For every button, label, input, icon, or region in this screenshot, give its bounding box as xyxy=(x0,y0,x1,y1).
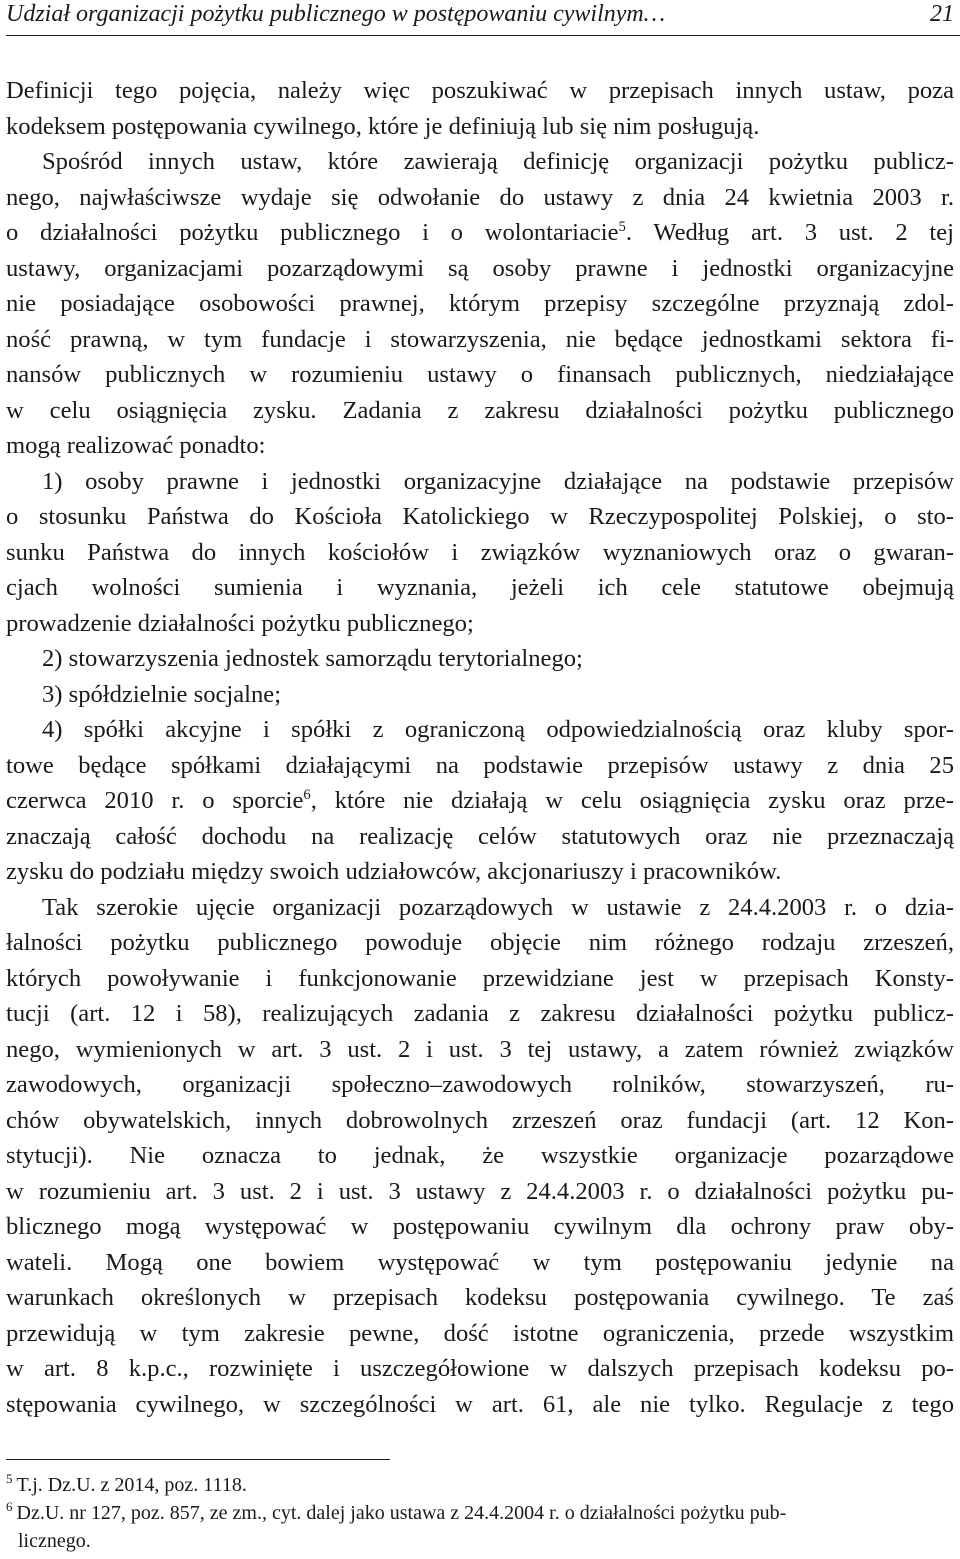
footnote-mark: 5 xyxy=(6,1471,13,1487)
text-line: nego, wymienionych w art. 3 ust. 2 i ust. 3 tej ustawy, a zatem również związków xyxy=(6,1035,954,1063)
footnote-text-continued: licznego. xyxy=(18,1530,91,1552)
text-run: czerwca 2010 r. o sporcie xyxy=(6,787,304,814)
text-line: których powoływanie i funkcjonowanie przewidziane jest w przepisach Konsty- xyxy=(6,964,954,992)
paragraph-2 xyxy=(6,144,954,464)
text-line: kodeksem postępowania cywilnego, które je definiują lub się nim posługują. xyxy=(6,112,760,140)
text-line: Tak szerokie ujęcie organizacji pozarządowych w ustawie z 24.4.2003 r. o dzia- xyxy=(42,893,954,921)
text-line: mogą realizować ponadto: xyxy=(6,432,266,459)
footnote-text: T.j. Dz.U. z 2014, poz. 1118. xyxy=(16,1474,247,1496)
text-line: towe będące spółkami działającymi na podstawie przepisów ustawy z dnia 25 xyxy=(6,751,954,779)
text-line: 2) stowarzyszenia jednostek samorządu terytorialnego; xyxy=(42,645,583,672)
text-line: warunkach określonych w przepisach kodeksu postępowania cywilnego. Te zaś xyxy=(6,1284,954,1311)
text-line: przewidują w tym zakresie pewne, dość istotne ograniczenia, przede wszystkim xyxy=(6,1319,954,1347)
text-line: o stosunku Państwa do Kościoła Katolickiego w Rzeczypospolitej Polskiej, o sto- xyxy=(6,503,954,530)
text-line: zawodowych, organizacji społeczno–zawodowych rolników, stowarzyszeń, ru- xyxy=(6,1071,954,1098)
text-line: Spośród innych ustaw, które zawierają definicję organizacji pożytku publicz- xyxy=(42,148,954,175)
text-line: ustawy, organizacjami pozarządowymi są osoby prawne i jednostki organizacyjne xyxy=(6,254,954,282)
paragraph-1 xyxy=(6,73,954,144)
list-item-2 xyxy=(6,641,954,677)
text-line: 3) spółdzielnie socjalne; xyxy=(42,680,282,708)
text-line: tucji (art. 12 i 58), realizujących zadania z zakresu działalności pożytku publicz- xyxy=(6,1000,954,1027)
running-title: Udział organizacji pożytku publicznego w postępowaniu cywilnym… xyxy=(6,1,666,27)
text-line: w celu osiągnięcia zysku. Zadania z zakresu działalności pożytku publicznego xyxy=(6,396,954,424)
footnote-ref-6[interactable]: 6 xyxy=(303,786,311,803)
footnote-6 xyxy=(6,1499,954,1555)
text-line: chów obywatelskich, innych dobrowolnych zrzeszeń oraz fundacji (art. 12 Kon- xyxy=(6,1106,954,1134)
text-run: o działalności pożytku publicznego i o wolontariacie xyxy=(6,219,619,246)
text-run: , które nie działają w celu osiągnięcia zysku oraz prze- xyxy=(310,787,954,814)
list-item-4 xyxy=(6,712,954,890)
text-line xyxy=(6,215,954,251)
text-line: blicznego mogą występować w postępowaniu cywilnym dla ochrony praw oby- xyxy=(6,1213,954,1240)
text-line: 1) osoby prawne i jednostki organizacyjne działające na podstawie przepisów xyxy=(42,467,954,495)
footnote-mark: 6 xyxy=(6,1499,13,1515)
text-line: wateli. Mogą one bowiem występować w tym postępowaniu jedynie na xyxy=(6,1248,954,1276)
list-item-3 xyxy=(6,677,954,713)
text-line: nie posiadające osobowości prawnej, którym przepisy szczególne przyznają zdol- xyxy=(6,290,954,317)
header-rule xyxy=(6,35,960,36)
text-line: ność prawną, w tym fundacje i stowarzyszenia, nie będące jednostkami sektora fi- xyxy=(6,325,954,353)
text-line: Definicji tego pojęcia, należy więc poszukiwać w przepisach innych ustaw, poza xyxy=(6,77,954,104)
text-line: prowadzenie działalności pożytku publicznego; xyxy=(6,609,474,637)
text-line: stępowania cywilnego, w szczególności w art. 61, ale nie tylko. Regulacje z tego xyxy=(6,1390,954,1418)
text-run: . Według art. 3 ust. 2 tej xyxy=(625,219,954,246)
paragraph-3 xyxy=(6,890,954,1423)
text-line: nansów publicznych w rozumieniu ustawy o finansach publicznych, niedziałające xyxy=(6,361,954,388)
footnote-5 xyxy=(6,1471,954,1499)
text-line: łalności pożytku publicznego powoduje objęcie nim różnego rodzaju zrzeszeń, xyxy=(6,929,954,956)
text-line: znaczają całość dochodu na realizację celów statutowych oraz nie przeznaczają xyxy=(6,822,954,850)
text-line: sunku Państwa do innych kościołów i związków wyznaniowych oraz o gwaran- xyxy=(6,538,954,566)
body-text xyxy=(6,73,954,1422)
text-line: stytucji). Nie oznacza to jednak, że wszystkie organizacje pozarządowe xyxy=(6,1142,954,1169)
text-line xyxy=(6,783,954,819)
text-line: cjach wolności sumienia i wyznania, jeżeli ich cele statutowe obejmują xyxy=(6,574,954,601)
text-line: w art. 8 k.p.c., rozwinięte i uszczegółowione w dalszych przepisach kodeksu po- xyxy=(6,1355,954,1382)
running-header xyxy=(6,0,954,30)
list-item-1 xyxy=(6,464,954,642)
page-number: 21 xyxy=(930,1,954,27)
text-line: w rozumieniu art. 3 ust. 2 i ust. 3 ustawy z 24.4.2003 r. o działalności pożytku pu- xyxy=(6,1177,954,1205)
footnote-ref-5[interactable]: 5 xyxy=(618,218,626,235)
footnote-rule xyxy=(6,1459,390,1460)
footnotes xyxy=(6,1471,954,1555)
text-line: 4) spółki akcyjne i spółki z ograniczoną odpowiedzialnością oraz kluby spor- xyxy=(42,716,954,743)
text-line: nego, najwłaściwsze wydaje się odwołanie do ustawy z dnia 24 kwietnia 2003 r. xyxy=(6,183,954,211)
footnote-text: Dz.U. nr 127, poz. 857, ze zm., cyt. dalej jako ustawa z 24.4.2004 r. o działalności pożytku pub- xyxy=(16,1502,787,1524)
text-line: zysku do podziału między swoich udziałowców, akcjonariuszy i pracowników. xyxy=(6,858,782,885)
